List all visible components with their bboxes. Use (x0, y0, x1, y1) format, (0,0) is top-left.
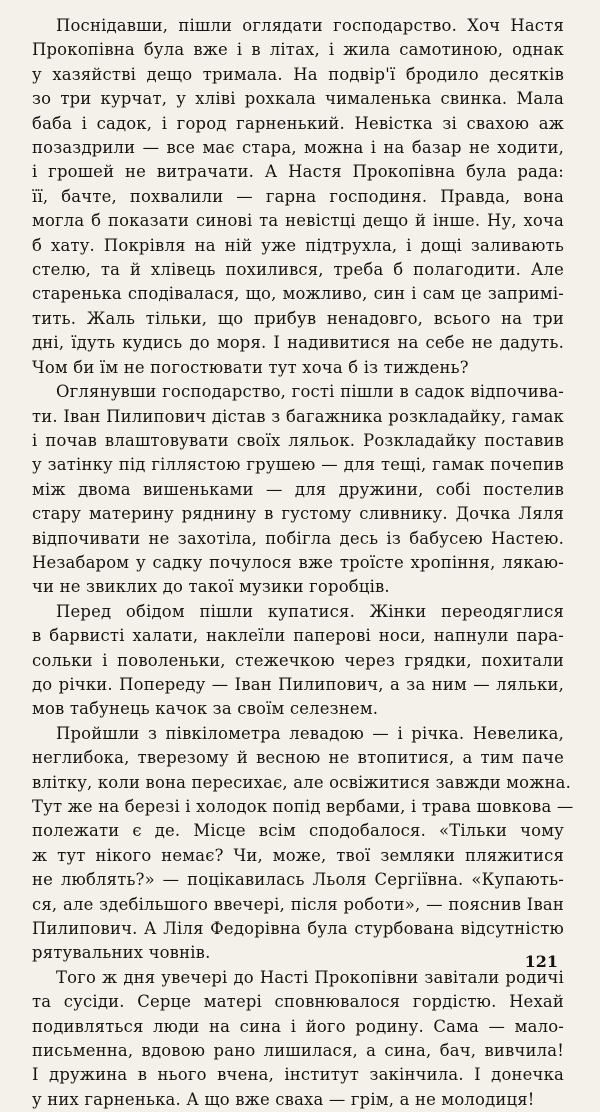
text-line: між двома вишеньками — для дружини, собі постелив (32, 479, 564, 499)
paragraph (32, 14, 564, 380)
text-line: стелю, та й хлівець похилився, треба б полагодити. Але (32, 260, 564, 280)
text-line: дні, їдуть кудись до моря. І надивитися на себе не дадуть. (32, 333, 564, 353)
text-line: баба і садок, і город гарненький. Невістка зі свахою аж (32, 113, 564, 133)
text-line: Прокопівна була вже і в літах, і жила самотиною, однак (32, 40, 564, 60)
text-line: Незабаром у садку почулося вже троїсте хропіння, лякаю- (32, 552, 564, 572)
text-line: Того ж дня увечері до Насті Прокопівни завітали родичі (56, 967, 564, 987)
text-line: Чом би їм не погостювати тут хоча б із тиждень? (32, 357, 469, 377)
paragraph (32, 380, 564, 600)
text-line: відпочивати не захотіла, побігла десь із бабусею Настею. (32, 528, 564, 548)
text-line: старенька сподівалася, що, можливо, син і сам це запримі- (32, 284, 564, 304)
page-number: 121 (524, 952, 558, 971)
text-line: чи не звиклих до такої музики горобців. (32, 577, 390, 597)
text-line: б хату. Покрівля на ній уже підтрухла, і дощі заливають (32, 235, 564, 255)
text-line: у хазяйстві дещо тримала. На подвір'ї бродило десятків (32, 64, 564, 84)
text-line: Оглянувши господарство, гості пішли в садок відпочива- (56, 382, 564, 402)
text-line: мов табунець качок за своїм селезнем. (32, 699, 379, 719)
text-line: в барвисті халати, наклеїли паперові носи, напнули пара- (32, 626, 564, 646)
text-line: не люблять?» — поцікавилась Льоля Сергіївна. «Купають- (32, 870, 564, 890)
text-line: полежати є де. Місце всім сподобалося. «Тільки чому (32, 821, 564, 841)
text-line: І дружина в нього вчена, інститут закінчила. І донечка (32, 1065, 564, 1085)
text-line: стару материну ряднину в густому сливнику. Дочка Ляля (32, 504, 564, 524)
body-text (32, 14, 574, 1112)
text-line: влітку, коли вона пересихає, але освіжитися завжди можна. (32, 772, 572, 792)
text-line: сольки і поволеньки, стежечкою через грядки, похитали (32, 650, 564, 670)
text-line: у них гарненька. А що вже сваха — грім, а не молодиця! (32, 1089, 535, 1109)
text-line: Тут же на березі і холодок попід вербами, і трава шовкова — (32, 797, 574, 816)
text-line: зо три курчат, у хліві рохкала чималенька свинка. Мала (32, 89, 564, 109)
text-line: тить. Жаль тільки, що прибув ненадовго, всього на три (32, 308, 564, 328)
text-line: подивляться люди на сина і його родину. Сама — мало- (32, 1016, 564, 1036)
paragraph (32, 600, 564, 722)
text-line: неглибока, тверезому й весною не втопитися, а тим паче (32, 748, 564, 768)
text-line: та сусіди. Серце матері сповнювалося гордістю. Нехай (32, 992, 564, 1012)
text-line: Пилипович. А Ліля Федорівна була стурбована відсутністю (32, 919, 564, 939)
text-line: позаздрили — все має стара, можна і на базар не ходити, (32, 138, 564, 158)
text-line: ж тут нікого немає? Чи, може, твої земляки пляжитися (32, 845, 564, 865)
text-line: ся, але здебільшого ввечері, після роботи», — пояснив Іван (32, 894, 564, 914)
text-line: Перед обідом пішли купатися. Жінки переодяглися (56, 601, 564, 621)
paragraph (32, 722, 574, 966)
text-line: у затінку під гіллястою грушею — для тещі, гамак почепив (32, 455, 564, 475)
text-line: до річки. Попереду — Іван Пилипович, а за ним — ляльки, (32, 674, 564, 694)
text-line: Поснідавши, пішли оглядати господарство. Хоч Настя (56, 16, 564, 35)
text-line: ти. Іван Пилипович дістав з багажника розкладайку, гамак (32, 406, 564, 426)
text-line: її, бачте, похвалили — гарна господиня. Правда, вона (32, 186, 564, 206)
text-line: рятувальних човнів. (32, 943, 211, 963)
text-line: і грошей не витрачати. А Настя Прокопівна була рада: (32, 162, 564, 182)
text-line: письменна, вдовою рано лишилася, а сина, бач, вивчила! (32, 1041, 564, 1061)
text-line: Пройшли з півкілометра левадою — і річка. Невелика, (56, 723, 564, 743)
text-line: могла б показати синові та невістці дещо й інше. Ну, хоча (32, 211, 564, 231)
text-line: і почав влаштовувати своїх ляльок. Розкладайку поставив (32, 430, 564, 450)
paragraph (32, 966, 564, 1112)
